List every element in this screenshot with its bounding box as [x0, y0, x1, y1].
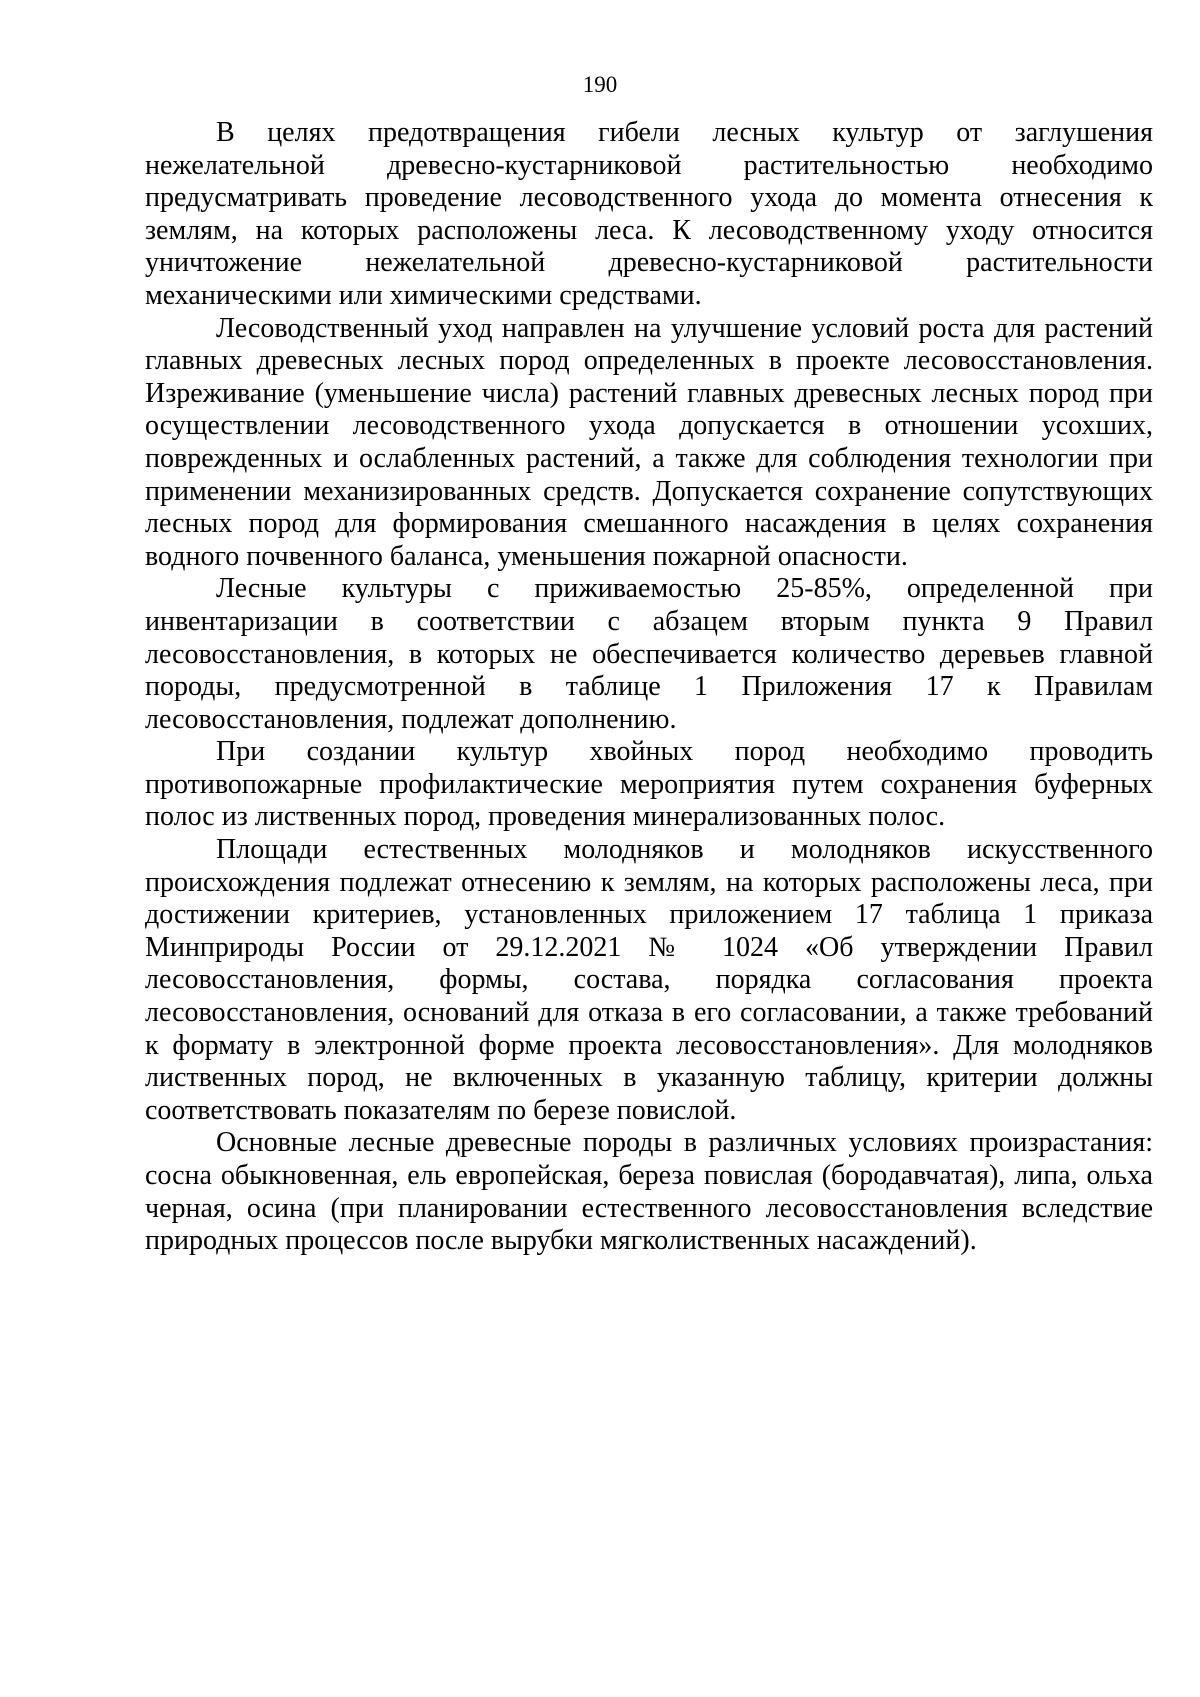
- paragraph-6: Основные лесные древесные породы в различных условиях произрастания: сосна обыкновенная, ель европейская, береза повислая (бородавчатая), липа, ольха черная, осина (при планировании естественного лесовосстановления вследствие природных процессов после вырубки мягколиственных насаждений).: [145, 1127, 1153, 1257]
- paragraph-3: Лесные культуры с приживаемостью 25-85%, определенной при инвентаризации в соответствии с абзацем вторым пункта 9 Правил лесовосстановления, в которых не обеспечивается количество деревьев главной породы, предусмотренной в таблице 1 Приложения 17 к Правилам лесовосстановления, подлежат дополнению.: [145, 573, 1153, 735]
- paragraph-2: Лесоводственный уход направлен на улучшение условий роста для растений главных древесных лесных пород определенных в проекте лесовосстановления. Изреживание (уменьшение числа) растений главных древесных лесных пород при осуществлении лесоводственного ухода допускается в отношении усохших, поврежденных и ослабленных растений, а также для соблюдения технологии при применении механизированных средств. Допускается сохранение сопутствующих лесных пород для формирования смешанного насаждения в целях сохранения водного почвенного баланса, уменьшения пожарной опасности.: [145, 312, 1153, 572]
- paragraph-5: Площади естественных молодняков и молодняков искусственного происхождения подлежат отнесению к землям, на которых расположены леса, при достижении критериев, установленных приложением 17 таблица 1 приказа Минприроды России от 29.12.2021 № 1024 «Об утверждении Правил лесовосстановления, формы, состава, порядка согласования проекта лесовосстановления, оснований для отказа в его согласовании, а также требований к формату в электронной форме проекта лесовосстановления». Для молодняков лиственных пород, не включенных в указанную таблицу, критерии должны соответствовать показателям по березе повислой.: [145, 834, 1153, 1126]
- paragraph-1: В целях предотвращения гибели лесных культур от заглушения нежелательной древесно-кустарниковой растительностью необходимо предусматривать проведение лесоводственного ухода до момента отнесения к землям, на которых расположены леса. К лесоводственному уходу относится уничтожение нежелательной древесно-кустарниковой растительности механическими или химическими средствами.: [145, 117, 1153, 311]
- paragraph-4: При создании культур хвойных пород необходимо проводить противопожарные профилактические мероприятия путем сохранения буферных полос из лиственных пород, проведения минерализованных полос.: [145, 736, 1153, 833]
- document-body: [145, 117, 1153, 1258]
- page-number: 190: [582, 72, 618, 97]
